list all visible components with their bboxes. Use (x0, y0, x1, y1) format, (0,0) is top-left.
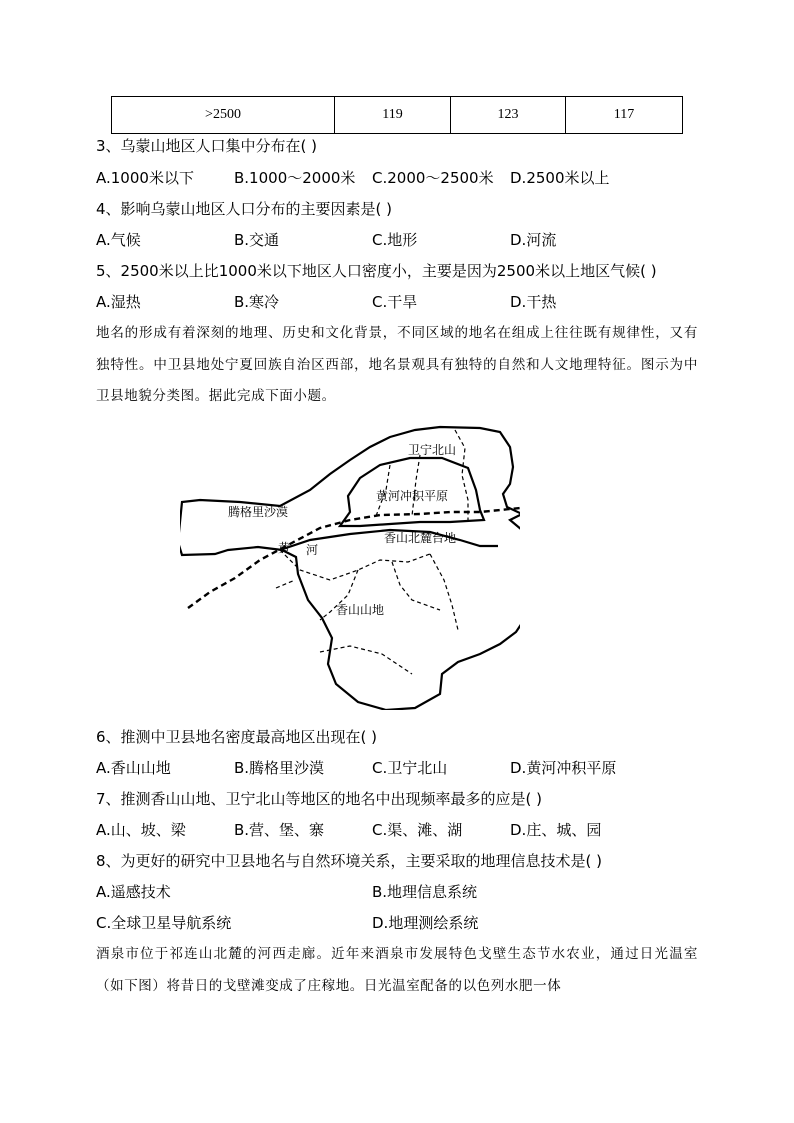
passage-place-names: 地名的形成有着深刻的地理、历史和文化背景，不同区域的地名在组成上往往既有规律性，又有独特性。中卫县地处宁夏回族自治区西部，地名景观具有独特的自然和人文地理特征。图示为中卫县地貌分类图。据此完成下面小题。 (96, 325, 698, 404)
question-3-option-b[interactable]: B.1000～2000米 (234, 169, 356, 187)
label-tengger-desert: 腾格里沙漠 (228, 505, 289, 519)
question-4-stem: 4、影响乌蒙山地区人口分布的主要因素是( ) (96, 200, 393, 218)
question-3-stem: 3、乌蒙山地区人口集中分布在( ) (96, 137, 318, 155)
table-cell-value-2: 123 (451, 97, 566, 134)
zhongwei-landform-map (180, 420, 520, 710)
question-6-option-b[interactable]: B.腾格里沙漠 (234, 759, 325, 777)
question-8-option-c[interactable]: C.全球卫星导航系统 (96, 914, 232, 932)
question-4-option-d[interactable]: D.河流 (510, 231, 557, 249)
question-5-option-d[interactable]: D.干热 (510, 293, 557, 311)
question-5-option-b[interactable]: B.寒冷 (234, 293, 280, 311)
question-6-option-d[interactable]: D.黄河冲积平原 (510, 759, 617, 777)
question-7-option-b[interactable]: B.营、堡、寨 (234, 821, 325, 839)
question-7-stem: 7、推测香山山地、卫宁北山等地区的地名中出现频率最多的应是( ) (96, 790, 543, 808)
question-4-option-c[interactable]: C.地形 (372, 231, 418, 249)
question-7-option-d[interactable]: D.庄、城、园 (510, 821, 602, 839)
label-xiangshan-tableland: 香山北麓台地 (384, 531, 457, 545)
question-4-option-b[interactable]: B.交通 (234, 231, 280, 249)
question-3-option-d[interactable]: D.2500米以上 (510, 169, 610, 187)
question-7-option-c[interactable]: C.渠、滩、湖 (372, 821, 463, 839)
table-cell-value-3: 117 (566, 97, 683, 134)
table-cell-value-1: 119 (335, 97, 451, 134)
question-6-option-c[interactable]: C.卫宁北山 (372, 759, 448, 777)
altitude-table (111, 96, 683, 134)
table-cell-altitude: >2500 (112, 97, 335, 134)
question-8-stem: 8、为更好的研究中卫县地名与自然环境关系，主要采取的地理信息技术是( ) (96, 852, 603, 870)
question-6-stem: 6、推测中卫县地名密度最高地区出现在( ) (96, 728, 378, 746)
passage-jiuquan: 酒泉市位于祁连山北麓的河西走廊。近年来酒泉市发展特色戈壁生态节水农业，通过日光温室（如下图）将昔日的戈壁滩变成了庄稼地。日光温室配备的以色列水肥一体 (96, 946, 698, 994)
label-yellow-river-plain: 黄河冲积平原 (376, 489, 449, 503)
question-5-stem: 5、2500米以上比1000米以下地区人口密度小，主要是因为2500米以上地区气候( ) (96, 262, 657, 280)
question-3-option-c[interactable]: C.2000～2500米 (372, 169, 494, 187)
question-8-option-a[interactable]: A.遥感技术 (96, 883, 171, 901)
question-5-option-c[interactable]: C.干旱 (372, 293, 418, 311)
table-row (112, 97, 683, 134)
question-7-option-a[interactable]: A.山、坡、梁 (96, 821, 186, 839)
label-xiangshan-mountains: 香山山地 (336, 603, 385, 617)
label-river-2: 河 (306, 543, 319, 557)
question-8-option-d[interactable]: D.地理测绘系统 (372, 914, 479, 932)
question-6-option-a[interactable]: A.香山山地 (96, 759, 171, 777)
question-5-option-a[interactable]: A.湿热 (96, 293, 141, 311)
label-river-1: 黄 (278, 541, 291, 555)
question-4-option-a[interactable]: A.气候 (96, 231, 141, 249)
label-weining-north-hills: 卫宁北山 (408, 443, 457, 457)
question-8-option-b[interactable]: B.地理信息系统 (372, 883, 478, 901)
yellow-river (188, 508, 520, 608)
question-3-option-a[interactable]: A.1000米以下 (96, 169, 194, 187)
